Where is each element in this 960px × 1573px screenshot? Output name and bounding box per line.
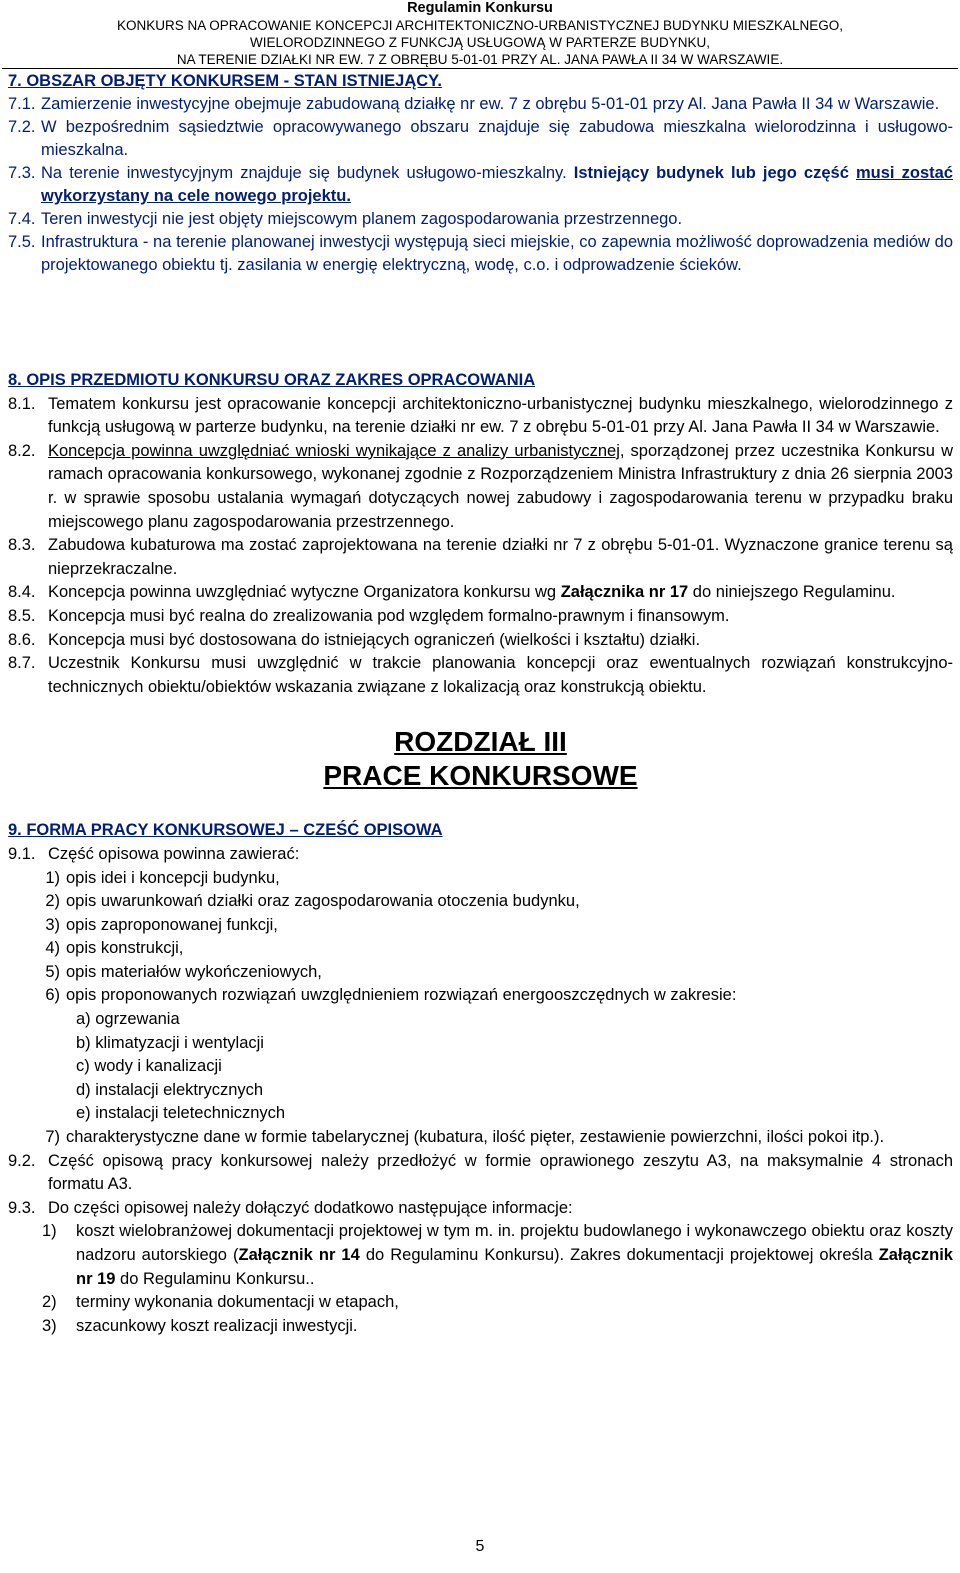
section-9-heading: 9. FORMA PRACY KONKURSOWEJ – CZEŚĆ OPISOWA	[8, 821, 443, 840]
item-number: 7.5.	[8, 233, 36, 251]
item-text	[41, 162, 953, 208]
list-item	[42, 1291, 953, 1315]
list-text: opis proponowanych rozwiązań uwzględnieniem rozwiązań energooszczędnych w zakresie:	[66, 986, 737, 1005]
item-number: 7.1.	[8, 95, 36, 113]
list-text-plain: koszt wielobranżowej dokumentacji projektowej w tym m. in. projektu budowlanego i wykonawczego obiektu oraz koszty nadzoru autorskiego (	[76, 1222, 953, 1264]
item-7-1	[8, 93, 953, 116]
list-text: opis uwarunkowań działki oraz zagospodarowania otoczenia budynku,	[66, 892, 580, 911]
header-line-3: NA TERENIE DZIAŁKI NR EW. 7 Z OBRĘBU 5-01-01 PRZY AL. JANA PAWŁA II 34 W WARSZAWIE.	[176, 52, 784, 67]
list-number: 3)	[42, 1316, 57, 1335]
item-7-3	[8, 162, 953, 208]
list-item	[34, 937, 953, 961]
item-text-plain: , sporządzonej przez uczestnika Konkursu w ramach opracowania konkursowego, wykonanej zgodnie z Rozporządzeniem Ministra Infrastruktury z dnia 26 sierpnia 2003 r. w sprawie sposobu ustalania wymagań dotyczących nowej zabudowy i zagospodarowania terenu w przypadku braku miejscowego planu zagospodarowania przestrzennego.	[48, 441, 953, 531]
item-7-2	[8, 116, 953, 162]
chapter-title	[8, 725, 953, 793]
list-item	[34, 961, 953, 985]
attachment-reference: Załącznik nr 19	[76, 1246, 953, 1288]
item-text: Uczestnik Konkursu musi uwzględnić w trakcie planowania koncepcji oraz ewentualnych rozwiązań konstrukcyjno-technicznych obiektu/obiektów wskazania związane z lokalizacją oraz konstrukcją obiektu.	[48, 654, 953, 696]
list-text-plain: do Regulaminu Konkursu). Zakres dokumentacji projektowej określa	[359, 1246, 879, 1264]
item-8-1	[8, 393, 953, 440]
item-9-3	[8, 1197, 953, 1221]
list-text: opis zaproponowanej funkcji,	[66, 915, 278, 934]
list-text: terminy wykonania dokumentacji w etapach,	[76, 1293, 399, 1312]
item-text-bold-underlined: musi zostać wykorzystany na cele nowego projektu.	[41, 164, 953, 205]
item-text-plain: Na terenie inwestycyjnym znajduje się budynek usługowo-mieszkalny.	[41, 164, 567, 182]
list-number: 1)	[45, 868, 60, 887]
content-list-continued	[34, 1126, 953, 1150]
item-number: 9.2.	[8, 1151, 36, 1170]
sub-list	[76, 1008, 953, 1126]
list-item	[34, 1126, 953, 1150]
chapter-number: ROZDZIAŁ III	[394, 726, 567, 758]
page-header	[0, 0, 960, 68]
item-text-plain: Koncepcja powinna uwzględniać wytyczne Organizatora konkursu wg	[48, 583, 557, 602]
header-line-1: KONKURS NA OPRACOWANIE KONCEPCJI ARCHITEKTONICZNO-URBANISTYCZNEJ BUDYNKU MIESZKALNEGO,	[116, 18, 844, 33]
sub-list-item: b) klimatyzacji i wentylacji	[76, 1033, 264, 1052]
item-text	[48, 440, 953, 534]
sub-list-item: c) wody i kanalizacji	[76, 1057, 222, 1076]
list-text: charakterystyczne dane w formie tabelarycznej (kubatura, ilość pięter, zestawienie powierzchni, ilości pokoi itp.).	[66, 1128, 885, 1147]
item-number: 7.4.	[8, 210, 36, 228]
header-divider	[2, 68, 958, 69]
list-number: 1)	[42, 1222, 57, 1241]
list-text: szacunkowy koszt realizacji inwestycji.	[76, 1316, 358, 1335]
sub-list-item: a) ogrzewania	[76, 1010, 180, 1029]
item-text-plain: do niniejszego Regulaminu.	[692, 583, 896, 602]
item-text	[48, 581, 953, 605]
item-number: 7.2.	[8, 118, 36, 136]
list-item	[34, 914, 953, 938]
list-item	[42, 1315, 953, 1339]
item-text: Koncepcja musi być dostosowana do istniejących ograniczeń (wielkości i kształtu) działki.	[48, 630, 701, 649]
sub-list-item: d) instalacji elektrycznych	[76, 1080, 264, 1099]
item-7-4	[8, 208, 953, 231]
information-list	[42, 1220, 953, 1338]
item-text: Tematem konkursu jest opracowanie koncepcji architektoniczno-urbanistycznej budynku mieszkalnego, wielorodzinnego z funkcją usługową w parterze budynku, na terenie działki nr ew. 7 z obrębu 5-01-01 przy Al. Jana Pawła II 34 w Warszawie.	[48, 394, 953, 437]
item-8-4	[8, 581, 953, 605]
header-line-2: WIELORODZINNEGO Z FUNKCJĄ USŁUGOWĄ W PARTERZE BUDYNKU,	[249, 35, 711, 50]
list-text: opis konstrukcji,	[66, 939, 184, 958]
item-text: Koncepcja musi być realna do zrealizowania pod względem formalno-prawnym i finansowym.	[48, 606, 730, 625]
item-text: Zabudowa kubaturowa ma zostać zaprojektowana na terenie działki nr 7 z obrębu 5-01-01. Wyznaczone granice terenu są nieprzekraczalne.	[48, 536, 953, 578]
item-number: 9.3.	[8, 1198, 36, 1217]
sub-list-item: e) instalacji teletechnicznych	[76, 1104, 286, 1123]
section-7	[8, 70, 953, 277]
item-text-bold: Istniejący budynek lub jego część	[573, 164, 849, 182]
item-text: Część opisową pracy konkursowej należy przedłożyć w formie oprawionego zeszytu A3, na maksymalnie 4 stronach formatu A3.	[48, 1151, 953, 1194]
item-text-underlined: Koncepcja powinna uwzględniać wnioski wynikające z analizy urbanistycznej	[48, 441, 620, 460]
list-text: opis materiałów wykończeniowych,	[66, 962, 322, 981]
content-list	[34, 867, 953, 1009]
item-number: 8.7.	[8, 654, 36, 673]
item-8-5	[8, 605, 953, 629]
attachment-reference: Załącznik nr 14	[238, 1246, 360, 1264]
list-text: opis idei i koncepcji budynku,	[66, 868, 280, 887]
item-8-7	[8, 652, 953, 699]
item-number: 8.5.	[8, 606, 36, 625]
item-8-3	[8, 534, 953, 581]
item-number: 8.2.	[8, 441, 36, 460]
list-number: 7)	[45, 1128, 60, 1147]
item-text: Zamierzenie inwestycyjne obejmuje zabudowaną działkę nr ew. 7 z obrębu 5-01-01 przy Al. Jana Pawła II 34 w Warszawie.	[41, 95, 940, 113]
item-text: Infrastruktura - na terenie planowanej inwestycji występują sieci miejskie, co zapewnia możliwość doprowadzenia mediów do projektowanego obiektu tj. zasilania w energię elektryczną, wodę, c.o. i odprowadzenie ścieków.	[41, 233, 953, 274]
list-number: 2)	[42, 1293, 57, 1312]
list-item	[42, 1220, 953, 1291]
item-7-5	[8, 231, 953, 277]
item-8-2	[8, 440, 953, 534]
list-number: 2)	[45, 892, 60, 911]
list-item	[34, 984, 953, 1008]
item-text: W bezpośrednim sąsiedztwie opracowywanego obszaru znajduje się zabudowa mieszkalna wielorodzinna i usługowo-mieszkalna.	[41, 118, 953, 159]
list-number: 4)	[45, 939, 60, 958]
page-number: 5	[475, 1538, 485, 1555]
section-8-heading: 8. OPIS PRZEDMIOTU KONKURSU ORAZ ZAKRES OPRACOWANIA	[8, 371, 536, 389]
chapter-name: PRACE KONKURSOWE	[323, 760, 638, 792]
item-text: Do części opisowej należy dołączyć dodatkowo następujące informacje:	[48, 1198, 573, 1217]
item-9-2	[8, 1150, 953, 1197]
item-number: 8.1.	[8, 394, 36, 413]
item-number: 8.3.	[8, 536, 36, 555]
list-item	[34, 890, 953, 914]
item-text: Część opisowa powinna zawierać:	[48, 844, 300, 863]
item-number: 8.6.	[8, 630, 36, 649]
item-9-1	[8, 843, 953, 867]
attachment-reference: Załącznika nr 17	[560, 583, 689, 602]
list-text-plain: do Regulaminu Konkursu..	[115, 1269, 315, 1288]
list-number: 3)	[45, 915, 60, 934]
list-item	[34, 867, 953, 891]
item-number: 9.1.	[8, 844, 36, 863]
item-number: 8.4.	[8, 583, 36, 602]
header-title: Regulamin Konkursu	[407, 0, 553, 16]
section-7-heading: 7. OBSZAR OBJĘTY KONKURSEM - STAN ISTNIEJĄCY.	[8, 72, 442, 90]
item-text: Teren inwestycji nie jest objęty miejscowym planem zagospodarowania przestrzennego.	[41, 210, 683, 228]
main-content	[8, 369, 953, 1338]
list-number: 5)	[45, 962, 60, 981]
item-8-6	[8, 629, 953, 653]
item-number: 7.3.	[8, 164, 36, 182]
list-text	[76, 1220, 953, 1291]
list-number: 6)	[45, 986, 60, 1005]
